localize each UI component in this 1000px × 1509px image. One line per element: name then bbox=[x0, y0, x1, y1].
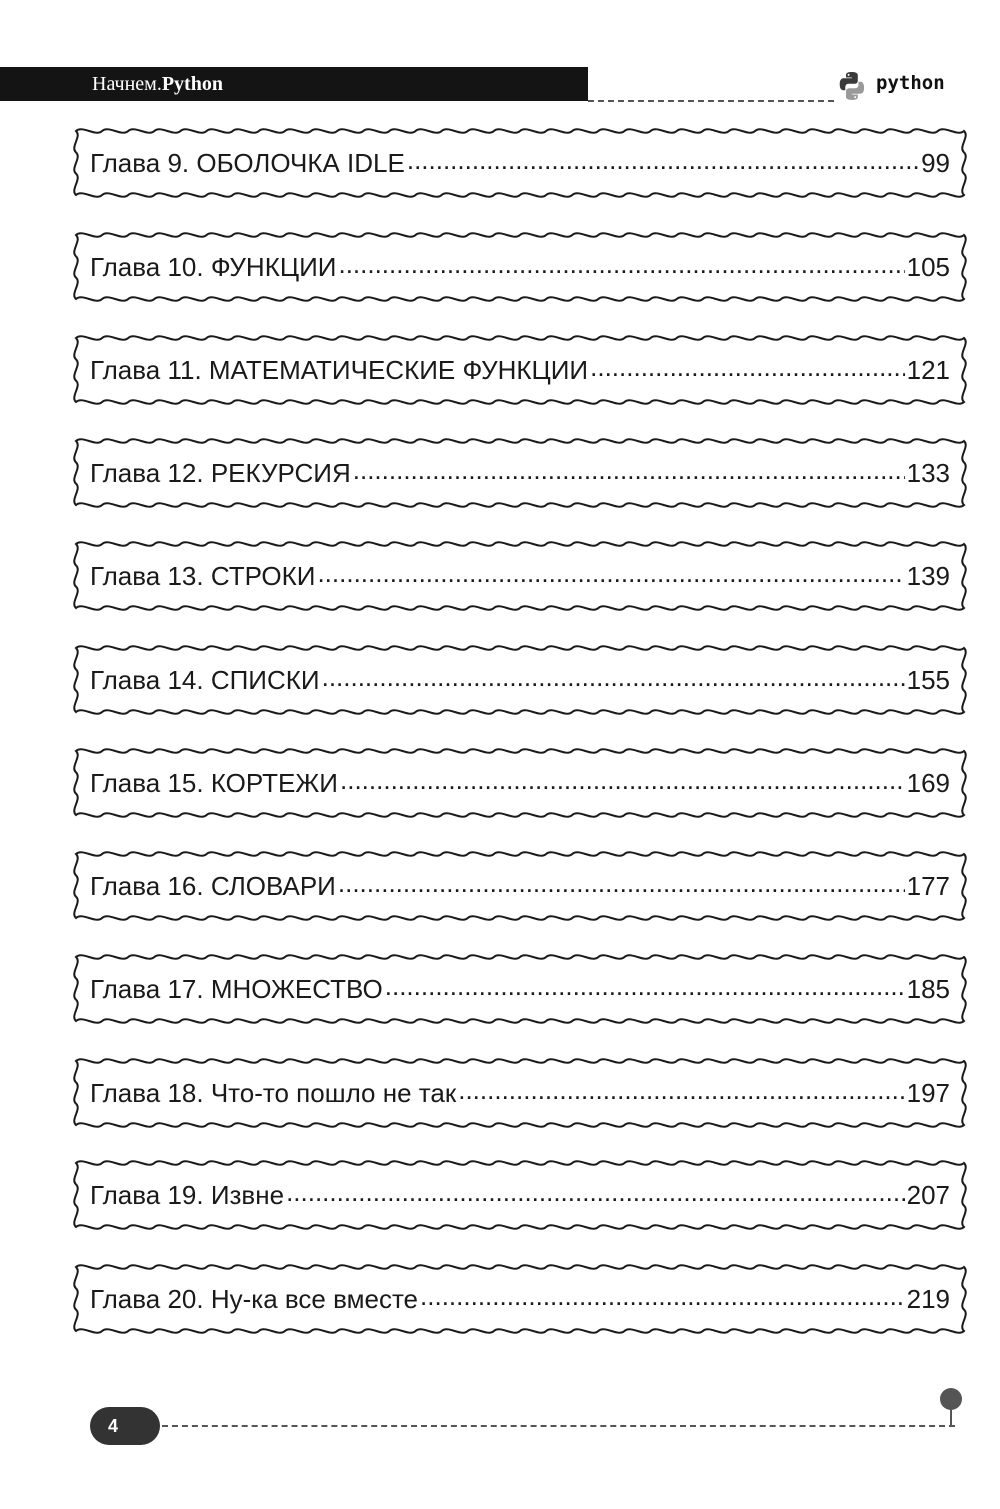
toc-item-page: 219 bbox=[906, 1283, 950, 1314]
toc-item-title: Глава 9. ОБОЛОЧКА IDLE bbox=[90, 147, 405, 178]
dot-leader bbox=[458, 1078, 904, 1108]
toc-item-page: 155 bbox=[906, 664, 950, 695]
toc-item[interactable] bbox=[70, 332, 970, 408]
python-wordmark: python bbox=[876, 72, 945, 94]
toc-item-title: Глава 11. МАТЕМАТИЧЕСКИЕ ФУНКЦИИ bbox=[90, 354, 589, 385]
dot-leader bbox=[353, 458, 905, 488]
toc-item-page: 197 bbox=[906, 1077, 950, 1108]
toc-item-title: Глава 20. Ну-ка все вместе bbox=[90, 1283, 419, 1314]
toc-line bbox=[90, 848, 950, 924]
toc-item-title: Глава 13. СТРОКИ bbox=[90, 560, 316, 591]
header-book-name: Python bbox=[161, 73, 223, 95]
toc-item-title: Глава 16. СЛОВАРИ bbox=[90, 870, 336, 901]
toc-item[interactable] bbox=[70, 951, 970, 1027]
dot-leader bbox=[322, 665, 905, 695]
toc-item-title: Глава 10. ФУНКЦИИ bbox=[90, 251, 337, 282]
toc-item-page: 121 bbox=[906, 354, 950, 385]
toc-line bbox=[90, 951, 950, 1027]
footer-pin-dot bbox=[940, 1388, 962, 1410]
toc-item[interactable] bbox=[70, 1261, 970, 1337]
toc-item-title: Глава 19. Извне bbox=[90, 1179, 285, 1210]
toc-item[interactable] bbox=[70, 125, 970, 201]
toc-item[interactable] bbox=[70, 538, 970, 614]
toc-item[interactable] bbox=[70, 745, 970, 821]
header-prefix: Начнем. bbox=[92, 73, 162, 95]
toc-line bbox=[90, 1055, 950, 1131]
dot-leader bbox=[338, 252, 904, 282]
toc-item[interactable] bbox=[70, 848, 970, 924]
toc-item-page: 133 bbox=[906, 457, 950, 488]
toc-item-title: Глава 15. КОРТЕЖИ bbox=[90, 767, 338, 798]
toc-line bbox=[90, 125, 950, 201]
dot-leader bbox=[338, 871, 905, 901]
toc-item-page: 99 bbox=[921, 147, 950, 178]
toc-item[interactable] bbox=[70, 1157, 970, 1233]
toc-line bbox=[90, 1157, 950, 1233]
toc-line bbox=[90, 1261, 950, 1337]
dot-leader bbox=[340, 768, 905, 798]
page-number: 4 bbox=[107, 1416, 118, 1436]
toc-line bbox=[90, 745, 950, 821]
dot-leader bbox=[385, 974, 905, 1004]
toc-line bbox=[90, 538, 950, 614]
page-number-badge bbox=[90, 1407, 160, 1445]
toc-line bbox=[90, 435, 950, 511]
toc-item-page: 169 bbox=[906, 767, 950, 798]
dot-leader bbox=[420, 1284, 905, 1314]
toc-line bbox=[90, 642, 950, 718]
toc-line bbox=[90, 332, 950, 408]
dot-leader bbox=[407, 148, 919, 178]
toc-item-title: Глава 17. МНОЖЕСТВО bbox=[90, 973, 383, 1004]
toc-item[interactable] bbox=[70, 642, 970, 718]
dot-leader bbox=[286, 1180, 905, 1210]
toc-item-page: 105 bbox=[906, 251, 950, 282]
toc-item-title: Глава 14. СПИСКИ bbox=[90, 664, 320, 695]
toc-item[interactable] bbox=[70, 435, 970, 511]
toc-item[interactable] bbox=[70, 1055, 970, 1131]
toc-item-page: 185 bbox=[906, 973, 950, 1004]
toc-line bbox=[90, 229, 950, 305]
toc-item-page: 207 bbox=[906, 1179, 950, 1210]
toc-item-page: 177 bbox=[906, 870, 950, 901]
toc-item-title: Глава 12. РЕКУРСИЯ bbox=[90, 457, 351, 488]
toc-item-title: Глава 18. Что-то пошло не так bbox=[90, 1077, 457, 1108]
toc-item-page: 139 bbox=[906, 560, 950, 591]
dot-leader bbox=[317, 561, 904, 591]
dot-leader bbox=[590, 355, 904, 385]
footer-dotted-rule bbox=[162, 1425, 955, 1427]
toc-item[interactable] bbox=[70, 229, 970, 305]
